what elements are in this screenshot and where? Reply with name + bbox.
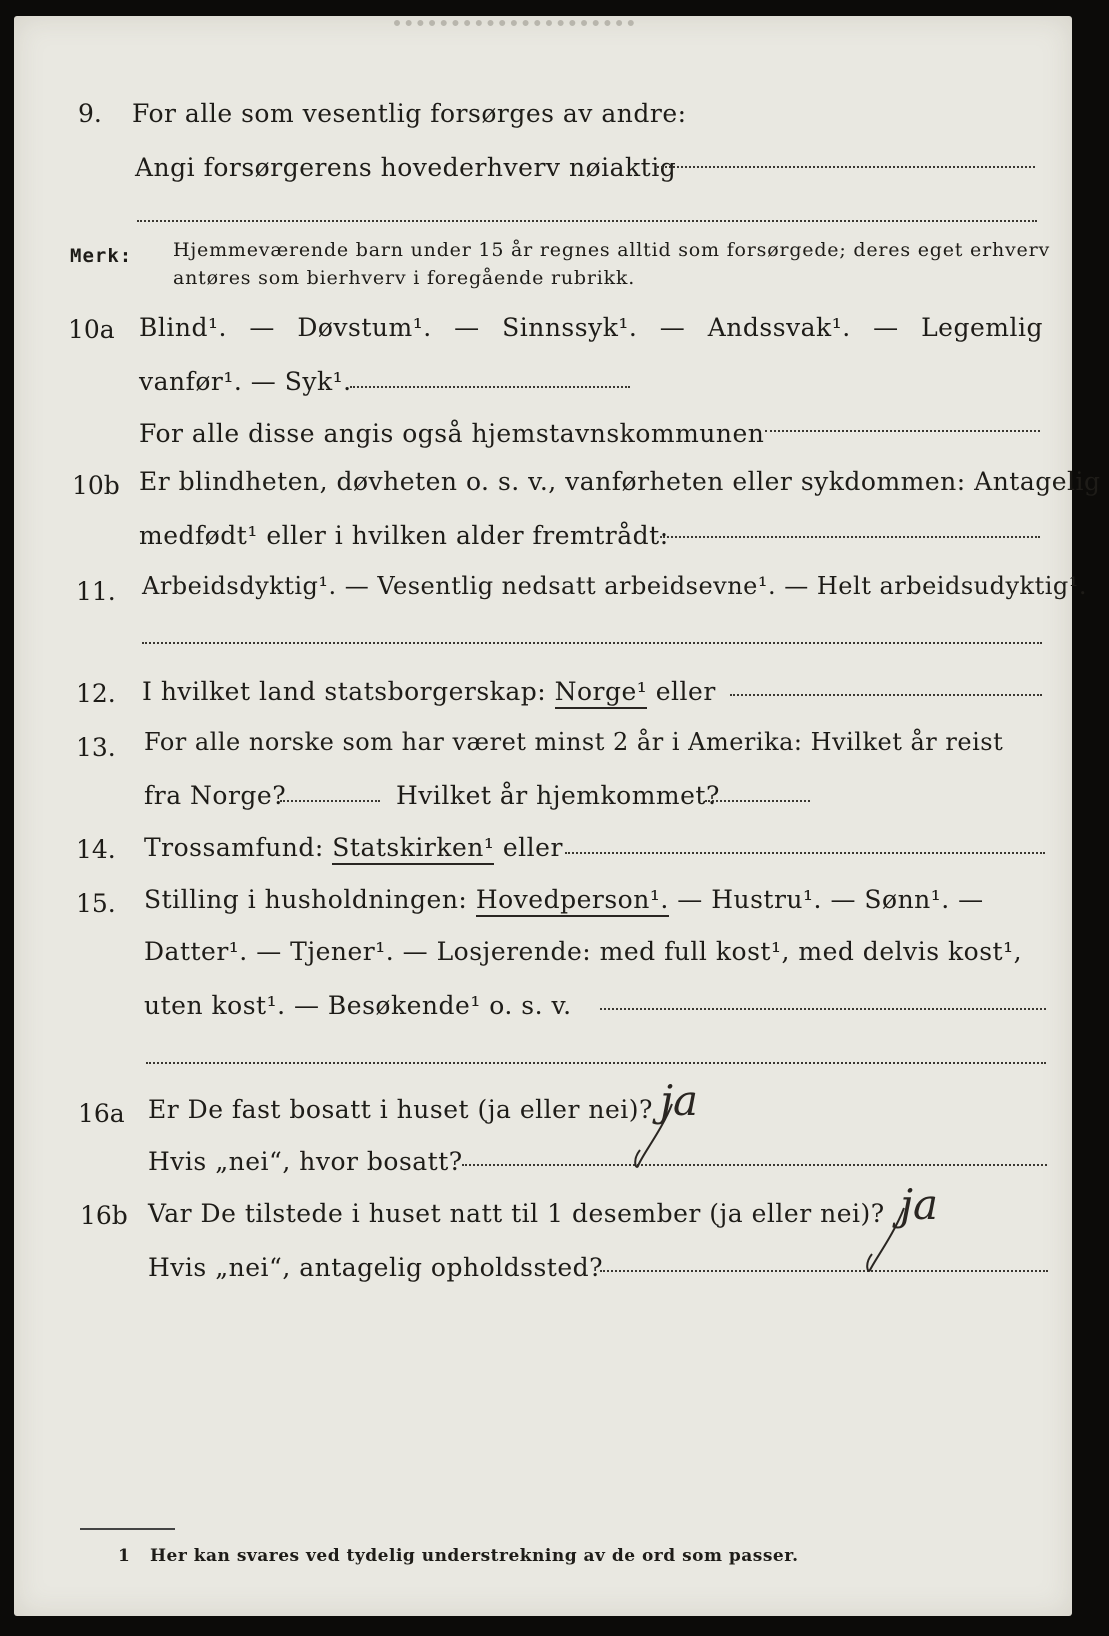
- q9-line1: For alle som vesentlig forsørges av andre:: [132, 99, 687, 128]
- q15-line2: Datter¹. — Tjener¹. — Losjerende: med full kost¹, med delvis kost¹,: [144, 937, 1023, 966]
- q12-line: [142, 676, 716, 708]
- q14-prefix: Trossamfund:: [144, 833, 324, 862]
- q16b-handwritten-answer: ja: [900, 1180, 939, 1229]
- q16b-number: 16b: [80, 1201, 128, 1230]
- q16a-number: 16a: [78, 1099, 125, 1128]
- footnote-mark: 1: [118, 1546, 131, 1566]
- q14-suffix: eller: [502, 833, 563, 862]
- q9-line2: Angi forsørgerens hovederhverv nøiaktig: [135, 153, 677, 182]
- q16b-line2: Hvis „nei“, antagelig opholdssted?: [148, 1253, 604, 1282]
- q12-answer-field[interactable]: [730, 694, 1042, 696]
- q11-number: 11.: [76, 577, 116, 606]
- q15-line1-suffix: — Hustru¹. — Sønn¹. —: [677, 885, 984, 914]
- q11-line1: Arbeidsdyktig¹. — Vesentlig nedsatt arbeidsevne¹. — Helt arbeidsudyktig¹.: [142, 572, 1088, 600]
- q10a-line3: For alle disse angis også hjemstavnskommunen: [139, 419, 765, 448]
- q15-line1-prefix: Stilling i husholdningen:: [144, 885, 468, 914]
- pen-stroke-icon: [632, 1100, 692, 1170]
- merk-line2: antøres som bierhverv i foregående rubrikk.: [173, 267, 636, 289]
- merk-line1: Hjemmeværende barn under 15 år regnes alltid som forsørgede; deres eget erhverv: [173, 239, 1050, 261]
- q10b-number: 10b: [72, 471, 120, 500]
- merk-label: Merk:: [70, 245, 133, 267]
- q11-answer-line[interactable]: [142, 642, 1042, 644]
- footnote-rule: [80, 1528, 175, 1530]
- q10a-municipality-field[interactable]: [765, 430, 1040, 432]
- q9-answer-field[interactable]: [657, 166, 1035, 168]
- q14-answer-field[interactable]: [565, 852, 1045, 854]
- q12-norge-underlined[interactable]: Norge¹: [555, 677, 648, 709]
- q10b-answer-field[interactable]: [660, 536, 1040, 538]
- q16a-answer-field[interactable]: [462, 1164, 1047, 1166]
- q13-departure-field[interactable]: [280, 800, 380, 802]
- q10a-answer-field[interactable]: [350, 386, 630, 388]
- q15-line3: uten kost¹. — Besøkende¹ o. s. v.: [144, 991, 572, 1020]
- q13-number: 13.: [76, 733, 116, 762]
- q13-line2b: Hvilket år hjemkommet?: [396, 781, 720, 810]
- q9-number: 9.: [78, 99, 102, 128]
- pen-stroke-icon: [862, 1206, 922, 1276]
- q14-number: 14.: [76, 835, 116, 864]
- q10a-line1: Blind¹. — Døvstum¹. — Sinnssyk¹. — Andssvak¹. — Legemlig: [139, 313, 1043, 342]
- q12-number: 12.: [76, 679, 116, 708]
- q16a-handwritten-answer: ja: [660, 1076, 699, 1125]
- q15-line1: [144, 884, 984, 916]
- q15-answer-line[interactable]: [146, 1062, 1046, 1064]
- q10b-line1: Er blindheten, døvheten o. s. v., vanførheten eller sykdommen: Antagelig: [139, 467, 1101, 496]
- q13-line1: For alle norske som har været minst 2 år i Amerika: Hvilket år reist: [144, 728, 1004, 756]
- q10a-line2: vanfør¹. — Syk¹.: [139, 367, 352, 396]
- q10a-number: 10a: [68, 315, 115, 344]
- q13-line2a: fra Norge?: [144, 781, 287, 810]
- top-edge-mark: [394, 20, 634, 36]
- q13-return-field[interactable]: [705, 800, 810, 802]
- q12-prefix: I hvilket land statsborgerskap:: [142, 677, 547, 706]
- q12-suffix: eller: [655, 677, 716, 706]
- q15-hovedperson-underlined[interactable]: Hovedperson¹.: [476, 885, 669, 917]
- q14-line: [144, 832, 563, 864]
- handwriting-check-2: [862, 1206, 922, 1276]
- q10b-line2: medfødt¹ eller i hvilken alder fremtrådt:: [139, 521, 669, 550]
- q16a-line2: Hvis „nei“, hvor bosatt?: [148, 1147, 463, 1176]
- q15-answer-field[interactable]: [600, 1008, 1046, 1010]
- q16a-line1: Er De fast bosatt i huset (ja eller nei)?: [148, 1095, 653, 1124]
- q14-statskirken-underlined[interactable]: Statskirken¹: [332, 833, 494, 865]
- q16b-line1: Var De tilstede i huset natt til 1 desember (ja eller nei)?: [148, 1199, 885, 1228]
- handwriting-check: [632, 1100, 692, 1170]
- q9-answer-line[interactable]: [137, 220, 1037, 222]
- q15-number: 15.: [76, 889, 116, 918]
- q16b-answer-field[interactable]: [600, 1270, 1048, 1272]
- footnote-text: Her kan svares ved tydelig understrekning av de ord som passer.: [150, 1546, 799, 1566]
